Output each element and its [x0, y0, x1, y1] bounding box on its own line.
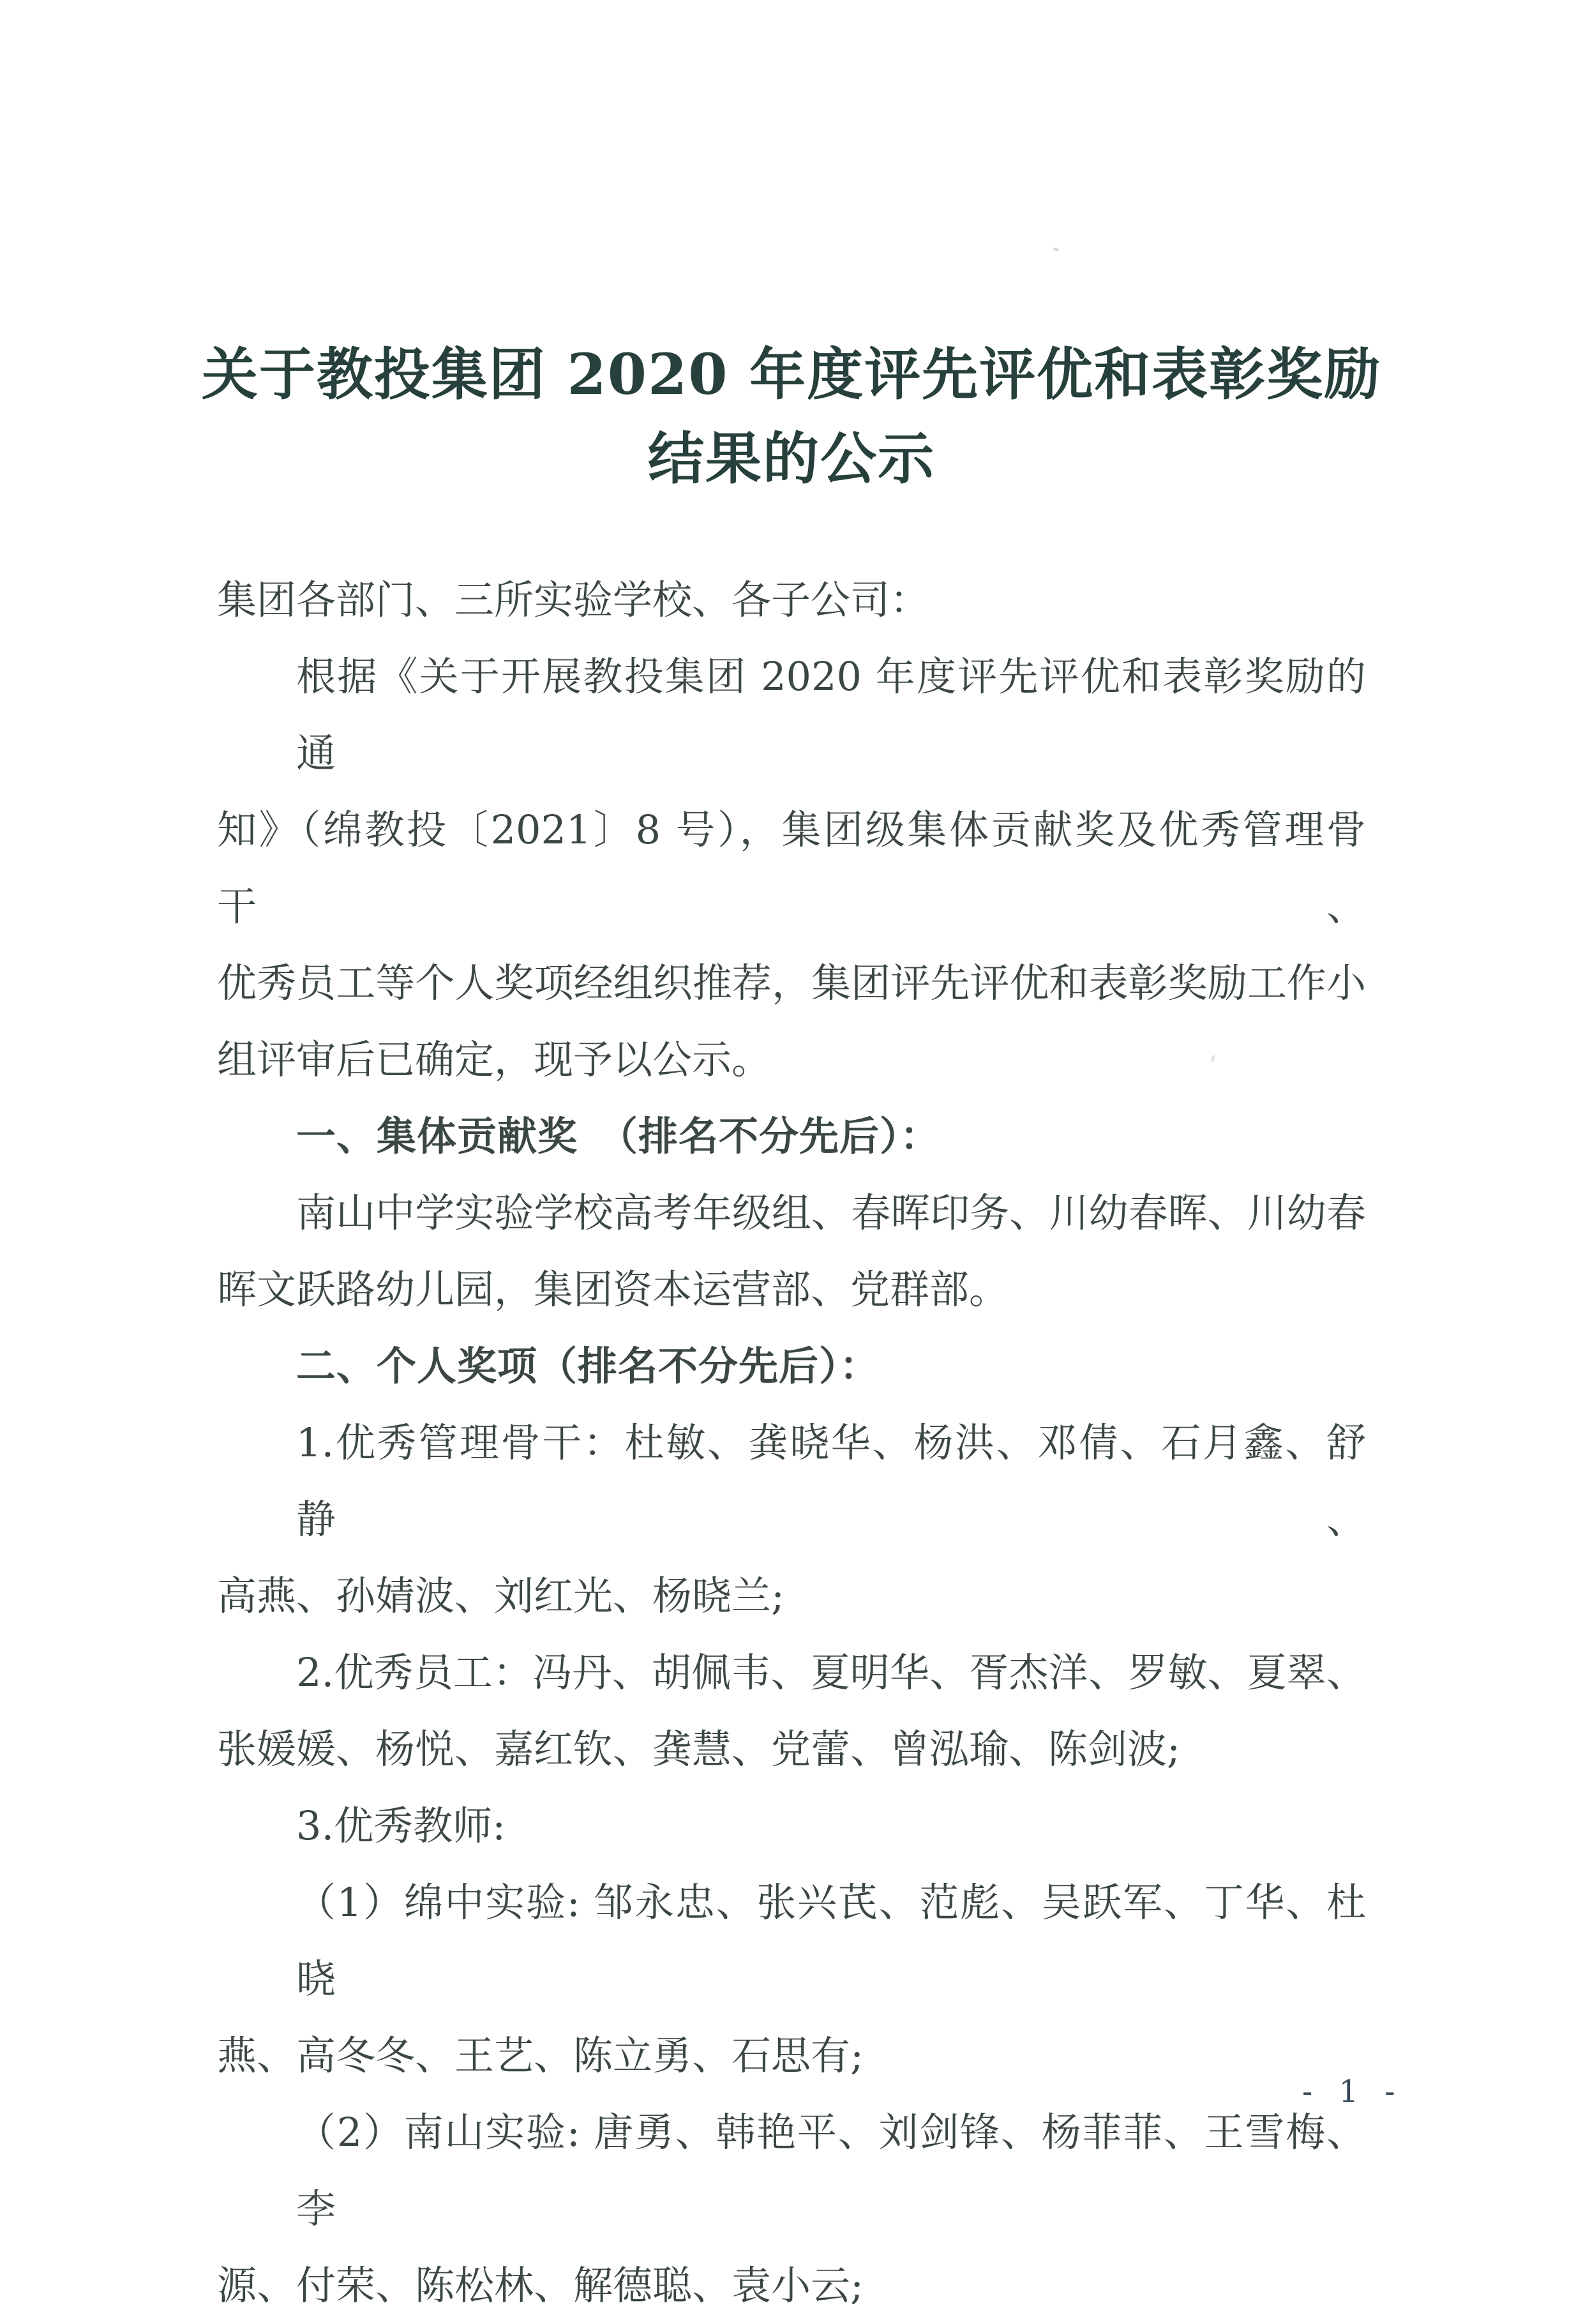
page-number: - 1 - — [1302, 2074, 1397, 2109]
text-line: 源、付荣、陈松林、解德聪、袁小云; — [217, 2262, 864, 2309]
text-line: 燕、高冬冬、王艺、陈立勇、石思有; — [217, 2032, 864, 2079]
text-line: 高燕、孙婧波、刘红光、杨晓兰; — [217, 1573, 784, 1619]
title-line-2: 结果的公示 — [647, 425, 935, 492]
text-line: （2）南山实验: 唐勇、韩艳平、刘剑锋、杨菲菲、王雪梅、李 — [296, 2109, 1366, 2232]
text-line: 集团各部门、三所实验学校、各子公司： — [217, 577, 930, 623]
text-line: 2.优秀员工：冯丹、胡佩韦、夏明华、胥杰洋、罗敏、夏翠、 — [296, 1649, 1366, 1696]
text-line: 1.优秀管理骨干：杜敏、龚晓华、杨洪、邓倩、石月鑫、舒静、 — [296, 1419, 1366, 1543]
text-line: 3.优秀教师: — [296, 1802, 506, 1849]
text-line: 优秀员工等个人奖项经组织推荐，集团评先评优和表彰奖励工作小 — [217, 960, 1366, 1006]
document-title — [0, 0, 1583, 501]
text-line: 知》（绵教投〔2021〕8 号），集团级集体贡献奖及优秀管理骨干、 — [217, 806, 1366, 930]
text-line: 一、集体贡献奖 （排名不分先后）： — [296, 1113, 941, 1159]
document-body — [217, 562, 1366, 2324]
text-line: 组评审后已确定，现予以公示。 — [217, 1036, 772, 1083]
text-line: （1）绵中实验: 邹永忠、张兴芪、范彪、吴跃军、丁华、杜晓 — [296, 1879, 1366, 2002]
text-line: 张媛媛、杨悦、嘉红钦、龚慧、党蕾、曾泓瑜、陈剑波; — [217, 1726, 1180, 1772]
text-line: 晖文跃路幼儿园，集团资本运营部、党群部。 — [217, 1266, 1009, 1313]
text-line: 二、个人奖项（排名不分先后）： — [296, 1343, 880, 1389]
text-line: 南山中学实验学校高考年级组、春晖印务、川幼春晖、川幼春 — [296, 1189, 1366, 1236]
title-line-1: 关于教投集团 2020 年度评先评优和表彰奖励 — [201, 341, 1382, 407]
text-line: 根据《关于开展教投集团 2020 年度评先评优和表彰奖励的通 — [296, 653, 1366, 776]
